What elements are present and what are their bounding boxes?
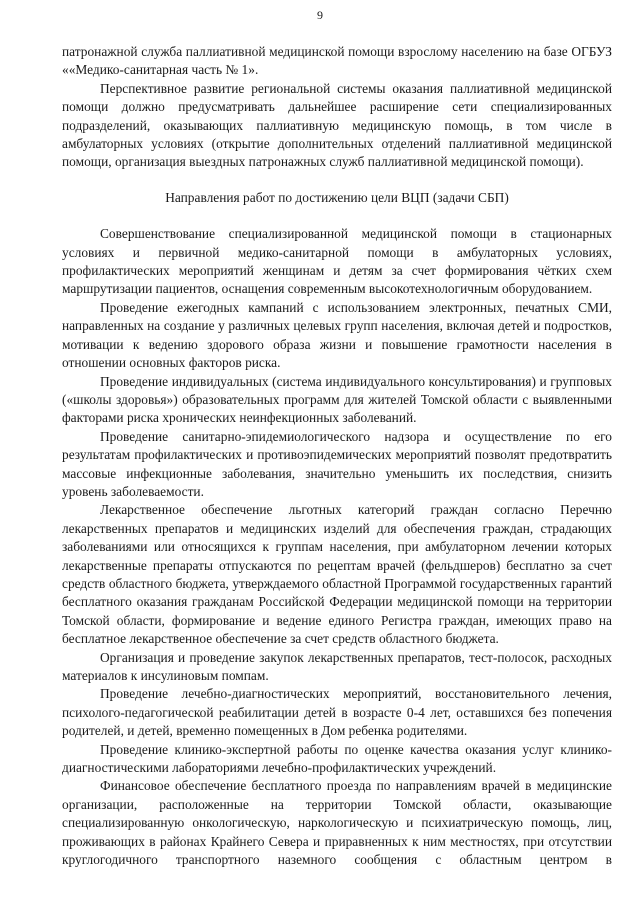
paragraph: Совершенствование специализированной медицинской помощи в стационарных условиях и первичной медико-санитарной помощи в амбулаторных условиях, профилактических мероприятий женщинам и детям за счет формирования чётких схем маршрутизации пациентов, оснащения современным высокотехнологичным оборудованием. [62,226,612,297]
paragraph: Проведение санитарно-эпидемиологического надзора и осуществление по его результатам профилактических и противоэпидемических мероприятий позволят предотвратить массовые инфекционные заболевания, значительно уменьшить их последствия, снизить уровень заболеваемости. [62,428,612,499]
paragraph: Проведение лечебно-диагностических мероприятий, восстановительного лечения, психолого-педагогической реабилитации детей в возрасте 0-4 лет, оставшихся без попечения родителей, и детей, временно помещенных в Дом ребенка родителями. [62,686,612,739]
paragraph: Лекарственное обеспечение льготных категорий граждан согласно Перечню лекарственных препаратов и медицинских изделий для обеспечения граждан, страдающих заболеваниями или относящихся к группам населения, при амбулаторном лечении которых лекарственные препараты отпускаются по рецептам врачей (фельдшеров) бесплатно за счет средств областного бюджета, утверждаемого областной Программой государственных гарантий бесплатного оказания гражданам Российской Федерации медицинской помощи на территории Томской области, формирование и ведение единого Регистра граждан, имеющих право на бесплатное лекарственное обеспечение за счет средств областного бюджета. [62,502,612,647]
section-heading: Направления работ по достижению цели ВЦП (задачи СБП) [165,189,509,205]
paragraph-continues: Финансовое обеспечение бесплатного проезда по направлениям врачей в медицинские организации, расположенные на территории Томской области, оказывающие специализированную онкологическую, наркологическую и психиатрическую помощь, лиц, проживающих в районах Крайнего Севера и приравненных к ним местностях, при отсутствии круглогодичного транспортного наземного сообщения с областным центром в [62,778,612,868]
paragraph-continued: патронажной служба паллиативной медицинской помощи взрослому населению на базе ОГБУЗ ««Медико-санитарная часть № 1». [62,44,612,78]
page-number: 9 [317,8,323,22]
paragraph: Проведение индивидуальных (система индивидуального консультирования) и групповых («школы здоровья») образовательных программ для жителей Томской области с выявленными факторами риска хронических неинфекционных заболеваний. [62,373,612,426]
paragraph: Перспективное развитие региональной системы оказания паллиативной медицинской помощи должно предусматривать дальнейшее расширение сети специализированных подразделений, оказывающих паллиативную медицинскую помощь, в том числе в амбулаторных условиях (открытие дополнительных отделений паллиативной медицинской помощи, организация выездных патронажных служб паллиативной медицинской помощи). [62,80,612,170]
paragraph: Проведение клинико-экспертной работы по оценке качества оказания услуг клинико-диагностическими лабораториями лечебно-профилактических учреждений. [62,741,612,776]
document-body [62,43,612,869]
paragraph: Проведение ежегодных кампаний с использованием электронных, печатных СМИ, направленных на создание у различных целевых групп населения, включая детей и подростков, мотивации к ведению здорового образа жизни и повышение грамотности населения в отношении основных факторов риска. [62,299,612,371]
paragraph: Организация и проведение закупок лекарственных препаратов, тест-полосок, расходных материалов к инсулиновым помпам. [62,649,612,683]
